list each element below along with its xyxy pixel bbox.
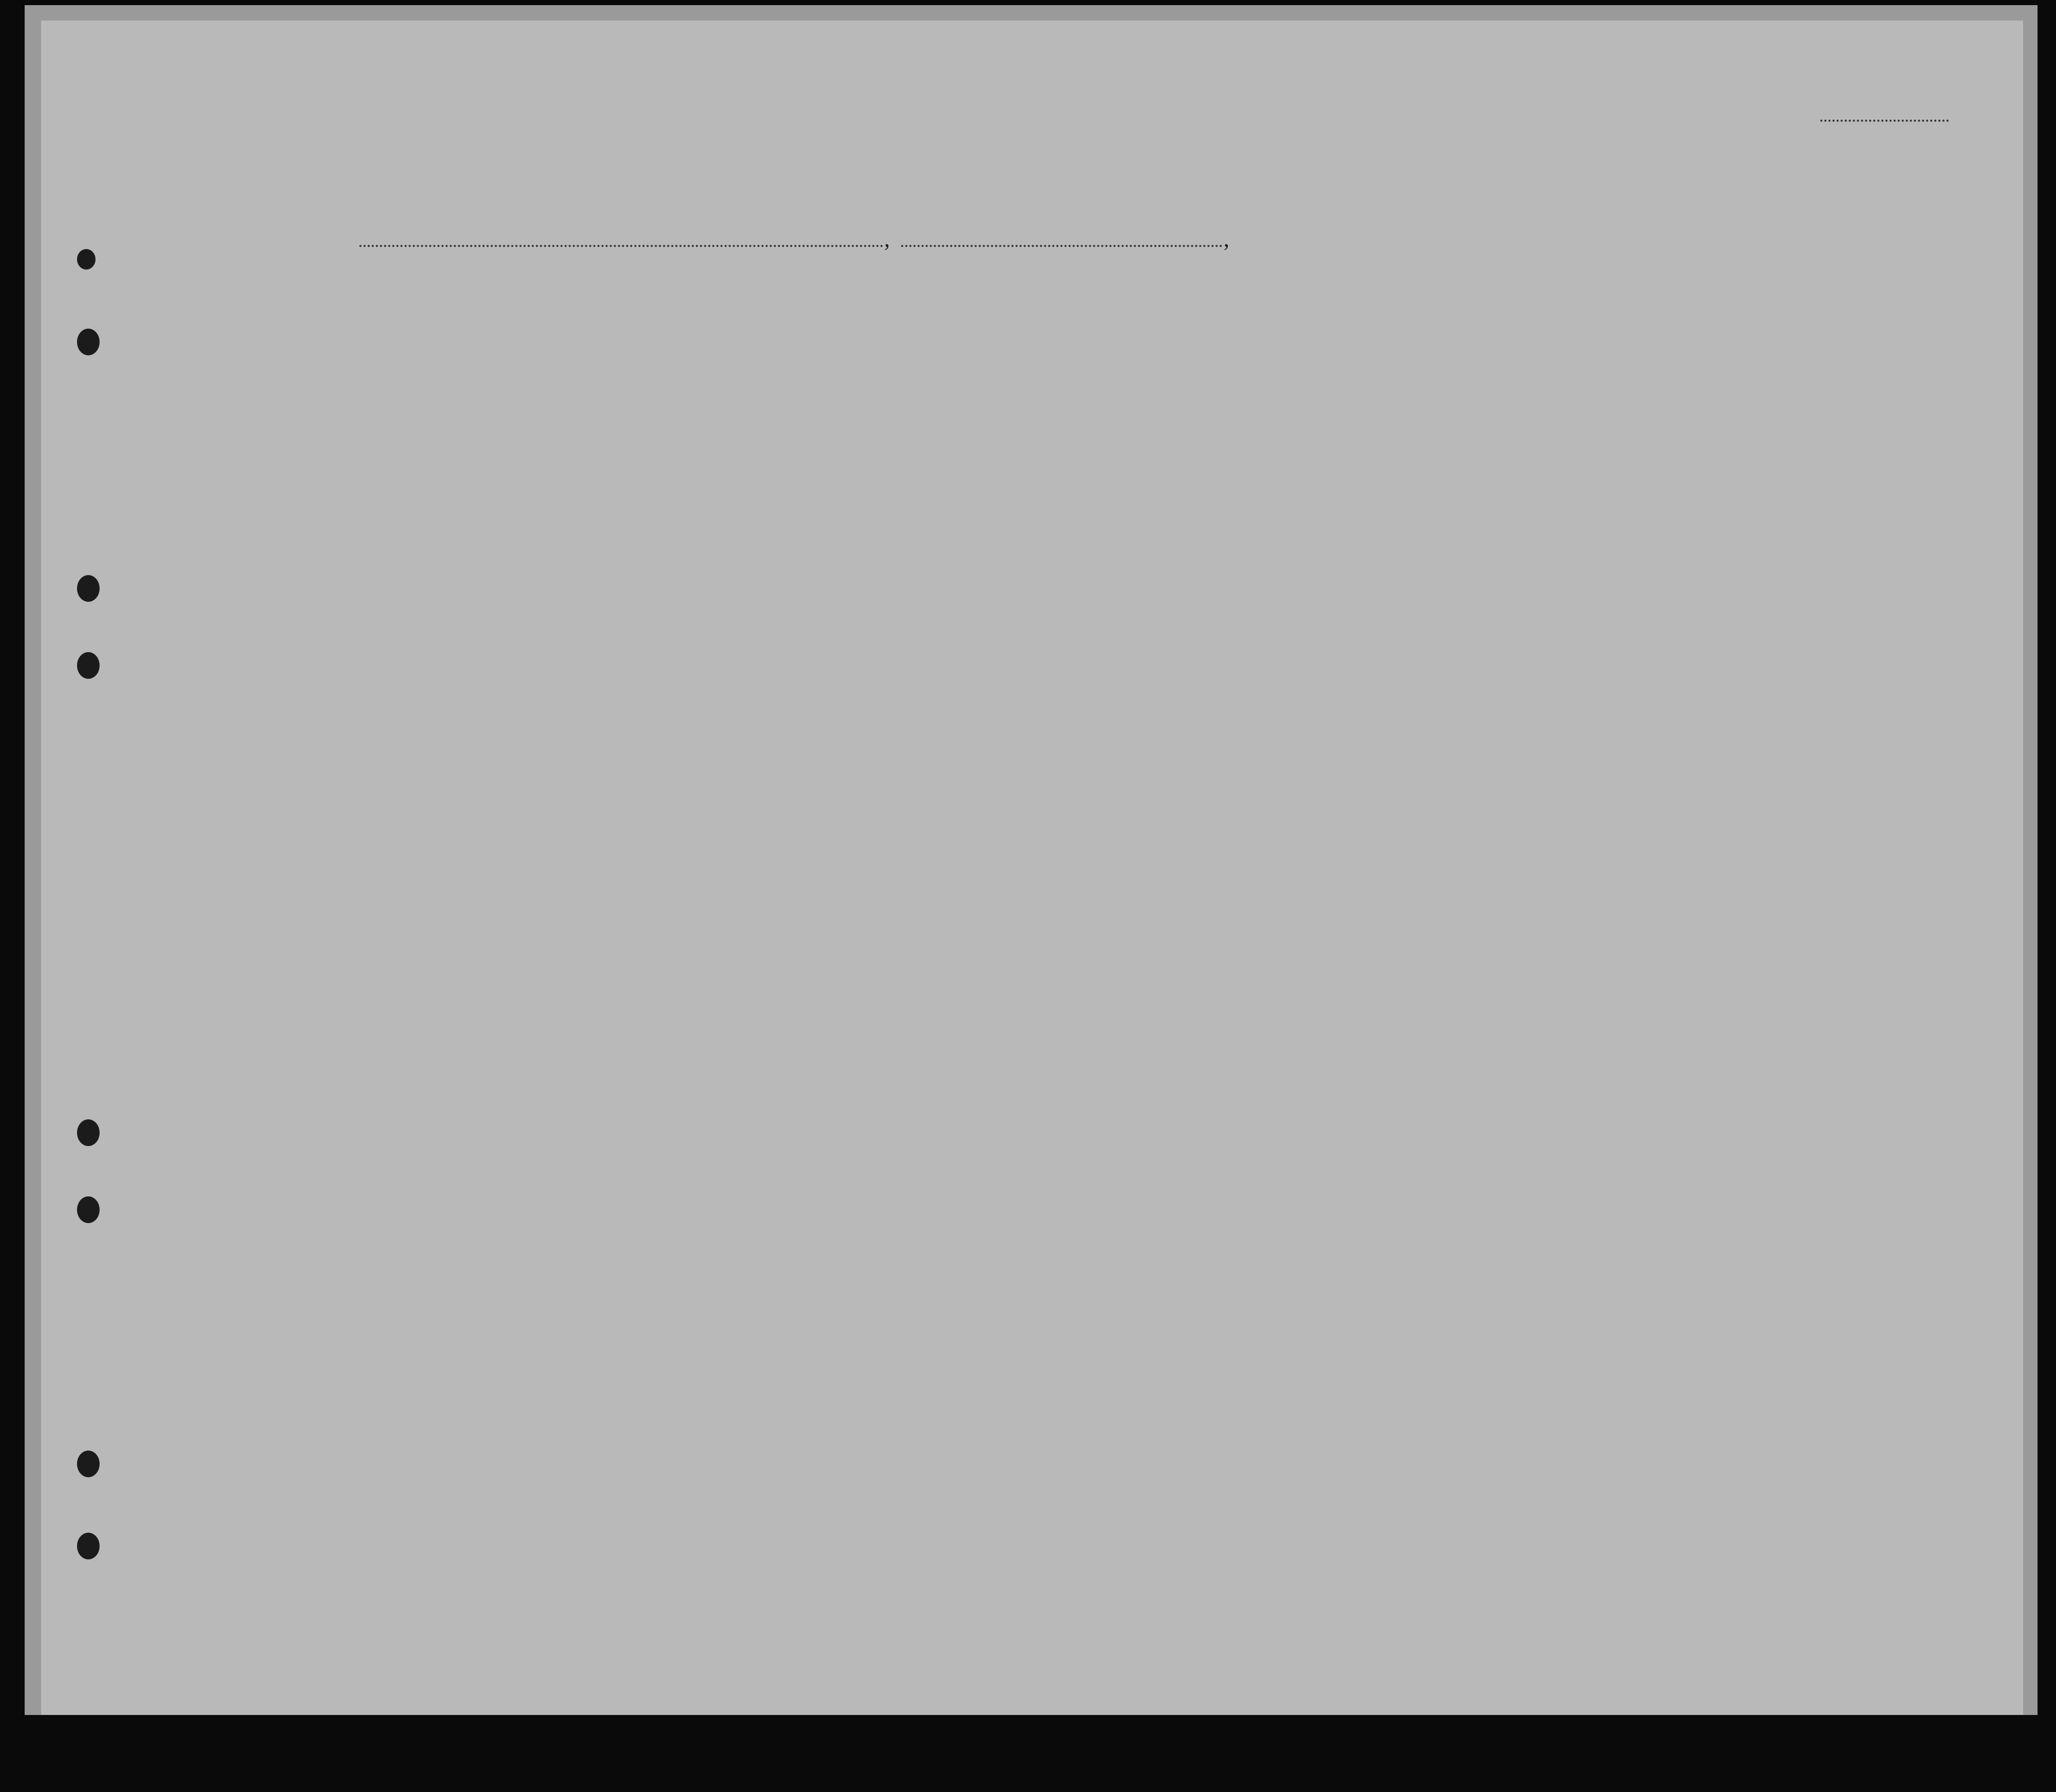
punch-hole bbox=[77, 329, 100, 355]
punch-hole bbox=[77, 1451, 100, 1477]
date-comma: , bbox=[1224, 226, 1229, 252]
punch-hole bbox=[77, 1119, 100, 1146]
punch-hole bbox=[77, 652, 100, 679]
punch-hole bbox=[77, 249, 96, 270]
punch-hole bbox=[77, 1533, 100, 1559]
punch-hole bbox=[77, 575, 100, 602]
punch-hole bbox=[77, 1196, 100, 1223]
port-comma: , bbox=[884, 226, 890, 252]
